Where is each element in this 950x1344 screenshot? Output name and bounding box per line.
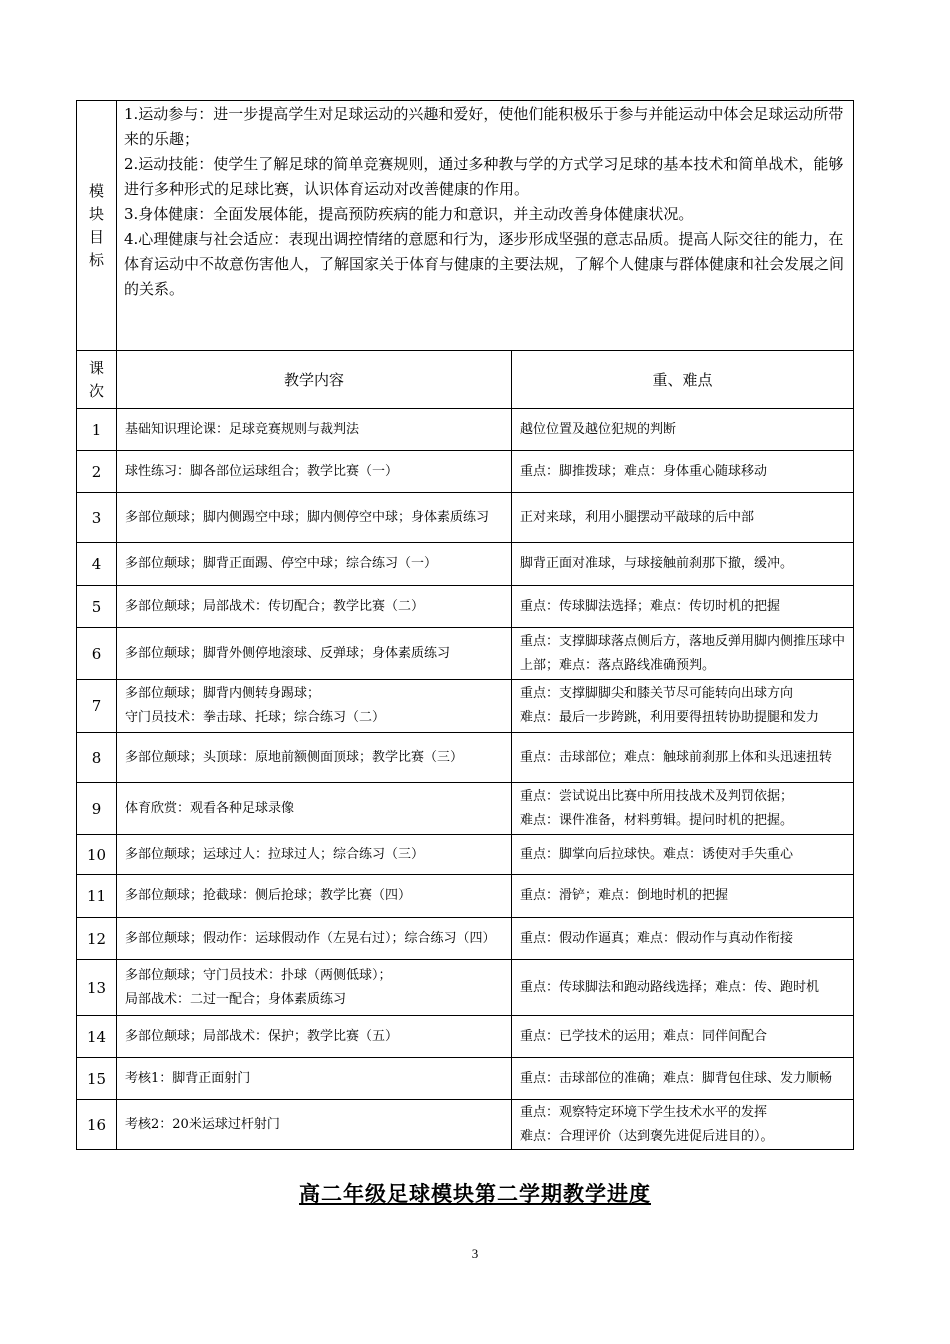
lesson-focus: 重点：假动作逼真；难点：假动作与真动作衔接 bbox=[512, 918, 854, 960]
page-number: 3 bbox=[471, 1246, 479, 1261]
goals-text bbox=[117, 101, 854, 351]
lesson-number: 6 bbox=[77, 628, 117, 680]
lesson-focus: 重点：支撑脚球落点侧后方，落地反弹用脚内侧推压球中上部；难点：落点路线准确预判。 bbox=[512, 628, 854, 680]
lesson-focus: 正对来球，利用小腿摆动平敲球的后中部 bbox=[512, 493, 854, 543]
lesson-content: 多部位颠球；守门员技术：扑球（两侧低球）； 局部战术：二过一配合；身体素质练习 bbox=[117, 960, 512, 1016]
lesson-focus: 重点：滑铲；难点：倒地时机的把握 bbox=[512, 875, 854, 918]
lesson-content: 多部位颠球；局部战术：保护；教学比赛（五） bbox=[117, 1016, 512, 1058]
lesson-number: 15 bbox=[77, 1058, 117, 1100]
goals-label bbox=[77, 101, 117, 351]
lesson-content: 球性练习：脚各部位运球组合；教学比赛（一） bbox=[117, 451, 512, 493]
lesson-content: 多部位颠球；头顶球：原地前额侧面顶球；教学比赛（三） bbox=[117, 733, 512, 783]
lesson-row bbox=[77, 543, 854, 586]
lesson-number: 10 bbox=[77, 835, 117, 875]
lesson-focus: 重点：脚掌向后拉球快。难点：诱使对手失重心 bbox=[512, 835, 854, 875]
header-focus: 重、难点 bbox=[512, 351, 854, 409]
lesson-focus: 脚背正面对准球，与球接触前刹那下撤，缓冲。 bbox=[512, 543, 854, 586]
lesson-number: 12 bbox=[77, 918, 117, 960]
header-row bbox=[77, 351, 854, 409]
goal-item: 2.运动技能：使学生了解足球的简单竞赛规则，通过多种教与学的方式学习足球的基本技术和简单战术，能够进行多种形式的足球比赛，认识体育运动对改善健康的作用。 bbox=[124, 155, 844, 198]
lesson-number: 4 bbox=[77, 543, 117, 586]
lesson-content: 多部位颠球；局部战术：传切配合；教学比赛（二） bbox=[117, 586, 512, 628]
goal-item: 4.心理健康与社会适应：表现出调控情绪的意愿和行为，逐步形成坚强的意志品质。提高人际交往的能力，在体育运动中不故意伤害他人，了解国家关于体育与健康的主要法规，了解个人健康与群体健康和社会发展之间的关系。 bbox=[124, 230, 845, 298]
lesson-row bbox=[77, 918, 854, 960]
lesson-row bbox=[77, 1058, 854, 1100]
lesson-number: 14 bbox=[77, 1016, 117, 1058]
header-lesson-text: 课 次 bbox=[88, 358, 104, 400]
lesson-row bbox=[77, 960, 854, 1016]
lesson-focus: 重点：支撑脚脚尖和膝关节尽可能转向出球方向 难点：最后一步跨跳，利用要得扭转协助提腿和发力 bbox=[512, 680, 854, 733]
lesson-row bbox=[77, 733, 854, 783]
lesson-number: 9 bbox=[77, 783, 117, 835]
lesson-content: 多部位颠球；假动作：运球假动作（左晃右过）；综合练习（四） bbox=[117, 918, 512, 960]
lesson-focus: 重点：尝试说出比赛中所用技战术及判罚依据； 难点：课件准备，材料剪辑。提问时机的把握。 bbox=[512, 783, 854, 835]
goal-item: 3.身体健康：全面发展体能，提高预防疾病的能力和意识，并主动改善身体健康状况。 bbox=[124, 205, 694, 223]
lesson-focus: 越位位置及越位犯规的判断 bbox=[512, 409, 854, 451]
lesson-row bbox=[77, 451, 854, 493]
lesson-row bbox=[77, 835, 854, 875]
lesson-row bbox=[77, 783, 854, 835]
lesson-number: 11 bbox=[77, 875, 117, 918]
lesson-focus: 重点：已学技术的运用；难点：同伴间配合 bbox=[512, 1016, 854, 1058]
lesson-number: 2 bbox=[77, 451, 117, 493]
lesson-content: 体育欣赏：观看各种足球录像 bbox=[117, 783, 512, 835]
lesson-number: 1 bbox=[77, 409, 117, 451]
header-content: 教学内容 bbox=[117, 351, 512, 409]
lesson-content: 多部位颠球；脚背内侧转身踢球； 守门员技术：拳击球、托球；综合练习（二） bbox=[117, 680, 512, 733]
lesson-content: 考核1：脚背正面射门 bbox=[117, 1058, 512, 1100]
lesson-number: 5 bbox=[77, 586, 117, 628]
lesson-content: 多部位颠球；抢截球：侧后抢球；教学比赛（四） bbox=[117, 875, 512, 918]
lesson-row bbox=[77, 586, 854, 628]
lesson-focus: 重点：观察特定环境下学生技术水平的发挥 难点：合理评价（达到褒先进促后进目的）。 bbox=[512, 1100, 854, 1150]
lesson-number: 8 bbox=[77, 733, 117, 783]
header-lesson bbox=[77, 351, 117, 409]
lesson-content: 多部位颠球；运球过人：拉球过人；综合练习（三） bbox=[117, 835, 512, 875]
goal-item: 1.运动参与：进一步提高学生对足球运动的兴趣和爱好，使他们能积极乐于参与并能运动中体会足球运动所带来的乐趣； bbox=[124, 105, 844, 148]
lesson-row bbox=[77, 1016, 854, 1058]
lesson-row bbox=[77, 493, 854, 543]
lesson-row bbox=[77, 628, 854, 680]
lesson-row bbox=[77, 1100, 854, 1150]
lesson-row bbox=[77, 875, 854, 918]
lesson-content: 多部位颠球；脚背外侧停地滚球、反弹球；身体素质练习 bbox=[117, 628, 512, 680]
lesson-focus: 重点：传球脚法和跑动路线选择；难点：传、跑时机 bbox=[512, 960, 854, 1016]
lesson-number: 16 bbox=[77, 1100, 117, 1150]
lesson-row bbox=[77, 409, 854, 451]
lesson-content: 考核2：20米运球过杆射门 bbox=[117, 1100, 512, 1150]
goals-label-text: 模 块 目 标 bbox=[88, 181, 104, 269]
lesson-focus: 重点：脚推拨球；难点：身体重心随球移动 bbox=[512, 451, 854, 493]
lesson-number: 3 bbox=[77, 493, 117, 543]
lesson-number: 7 bbox=[77, 680, 117, 733]
lesson-focus: 重点：击球部位；难点：触球前刹那上体和头迅速扭转 bbox=[512, 733, 854, 783]
lesson-content: 基础知识理论课：足球竞赛规则与裁判法 bbox=[117, 409, 512, 451]
page-title bbox=[0, 1178, 950, 1208]
lesson-row bbox=[77, 680, 854, 733]
lesson-content: 多部位颠球；脚内侧踢空中球；脚内侧停空中球；身体素质练习 bbox=[117, 493, 512, 543]
goals-row bbox=[77, 101, 854, 351]
lesson-focus: 重点：击球部位的准确；难点：脚背包住球、发力顺畅 bbox=[512, 1058, 854, 1100]
lesson-content: 多部位颠球；脚背正面踢、停空中球；综合练习（一） bbox=[117, 543, 512, 586]
page-title-text: 高二年级足球模块第二学期教学进度 bbox=[299, 1181, 651, 1206]
lesson-number: 13 bbox=[77, 960, 117, 1016]
lesson-focus: 重点：传球脚法选择；难点：传切时机的把握 bbox=[512, 586, 854, 628]
teaching-plan-table bbox=[76, 100, 854, 1150]
